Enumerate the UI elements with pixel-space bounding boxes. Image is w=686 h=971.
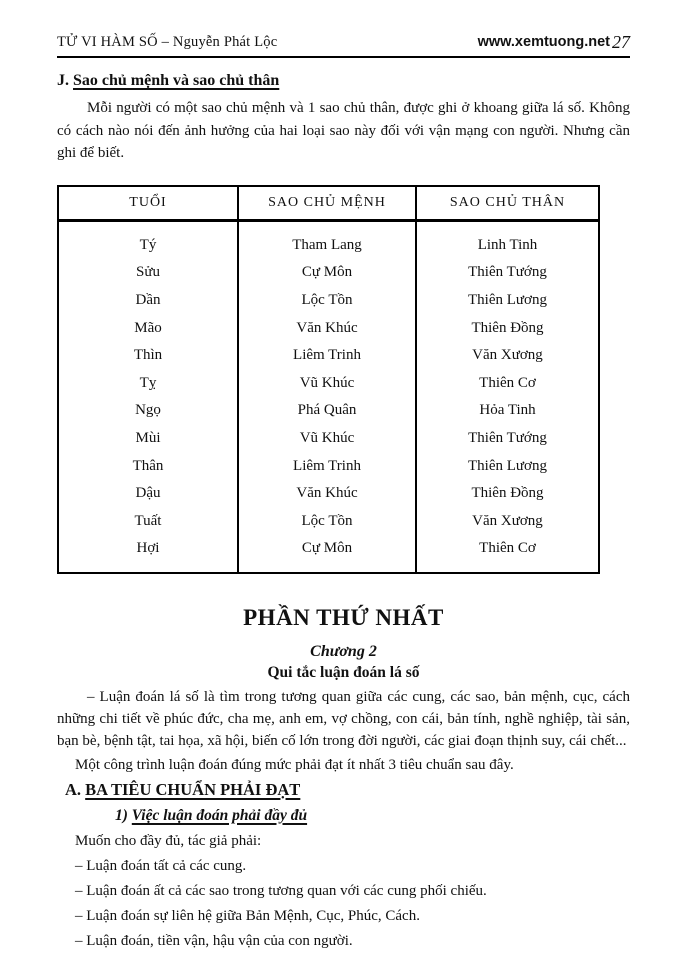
- table-row: [58, 535, 599, 573]
- table-header-cell: SAO CHỦ THÂN: [416, 186, 599, 221]
- table-cell: Thiên Tướng: [416, 259, 599, 287]
- section-a-title: BA TIÊU CHUẨN PHẢI ĐẠT: [85, 779, 301, 799]
- table-cell: Mão: [58, 314, 238, 342]
- section-a-heading: [65, 779, 630, 800]
- list-item: – Luận đoán sự liên hệ giữa Bản Mệnh, Cục, Phúc, Cách.: [75, 907, 420, 924]
- table-cell: Hợi: [58, 535, 238, 573]
- table-cell: Tỵ: [58, 369, 238, 397]
- section-a-label: A.: [65, 779, 86, 799]
- page-header: [57, 30, 630, 52]
- table-row: [58, 259, 599, 287]
- website-text: www.xemtuong.net: [477, 34, 610, 50]
- table-cell: Lộc Tồn: [238, 507, 416, 535]
- table-cell: Linh Tinh: [416, 220, 599, 259]
- table-cell: Thìn: [58, 342, 238, 370]
- table-cell: Thiên Cơ: [416, 369, 599, 397]
- table-cell: Tý: [58, 220, 238, 259]
- table-cell: Ngọ: [58, 397, 238, 425]
- section-j-title: Sao chủ mệnh và sao chủ thân: [73, 72, 280, 89]
- table-cell: Thiên Tướng: [416, 425, 599, 453]
- list-item: – Luận đoán tất cả các cung.: [75, 857, 247, 874]
- table-row: [58, 425, 599, 453]
- table-cell: Lộc Tồn: [238, 287, 416, 315]
- header-right: [478, 30, 630, 51]
- table-row: [58, 369, 599, 397]
- subsection-1-heading: [115, 806, 630, 826]
- table-header-row: [58, 186, 599, 221]
- table-cell: Hỏa Tinh: [416, 397, 599, 425]
- table-cell: Văn Xương: [416, 342, 599, 370]
- section-j-label: J.: [57, 72, 73, 89]
- table-cell: Cự Môn: [238, 535, 416, 573]
- section-j-paragraph: Mỗi người có một sao chủ mệnh và 1 sao chủ thân, được ghi ở khoang giữa lá số. Không có cách nào nói đến ảnh hưởng của hai loại sao này đối với vận mạng con người. Nhưng cần ghi để biết.: [57, 100, 630, 161]
- table-cell: Dậu: [58, 480, 238, 508]
- table-row: [58, 480, 599, 508]
- table-cell: Sửu: [58, 259, 238, 287]
- table-cell: Dần: [58, 287, 238, 315]
- chapter-subtitle: Qui tắc luận đoán lá số: [267, 663, 420, 681]
- page-number: 27: [612, 32, 630, 52]
- criteria-intro: Muốn cho đầy đủ, tác giả phải:: [75, 832, 262, 849]
- table-cell: Vũ Khúc: [238, 369, 416, 397]
- table-cell: Thân: [58, 452, 238, 480]
- table-row: [58, 287, 599, 315]
- table-header-cell: SAO CHỦ MỆNH: [238, 186, 416, 221]
- subsection-1-label: 1): [115, 806, 132, 824]
- table-cell: Cự Môn: [238, 259, 416, 287]
- table-cell: Thiên Lương: [416, 452, 599, 480]
- table-header-cell: TUỔI: [58, 186, 238, 221]
- table-cell: Phá Quân: [238, 397, 416, 425]
- table-row: [58, 220, 599, 259]
- table-cell: Thiên Đồng: [416, 314, 599, 342]
- table-cell: Thiên Lương: [416, 287, 599, 315]
- table-cell: Mùi: [58, 425, 238, 453]
- section-j-heading: [57, 71, 630, 91]
- header-divider: [57, 56, 630, 58]
- table-cell: Thiên Đồng: [416, 480, 599, 508]
- table-cell: Liêm Trinh: [238, 342, 416, 370]
- star-ruler-table: [57, 185, 600, 574]
- table-cell: Thiên Cơ: [416, 535, 599, 573]
- list-item: – Luận đoán ất cả các sao trong tương quan với các cung phối chiếu.: [75, 882, 487, 899]
- table-cell: Liêm Trinh: [238, 452, 416, 480]
- table-cell: Văn Khúc: [238, 480, 416, 508]
- book-title: TỬ VI HÀM SỐ – Nguyễn Phát Lộc: [57, 34, 278, 50]
- chapter-title: Chương 2: [310, 642, 377, 660]
- list-item: – Luận đoán, tiền vận, hậu vận của con người.: [75, 932, 353, 949]
- table-cell: Tuất: [58, 507, 238, 535]
- table-row: [58, 397, 599, 425]
- part-title: PHẦN THỨ NHẤT: [243, 604, 444, 630]
- star-table-body: [58, 220, 599, 573]
- chapter-paragraph-2: Một công trình luận đoán đúng mức phải đạt ít nhất 3 tiêu chuẩn sau đây.: [75, 756, 514, 773]
- chapter-paragraph-1: – Luận đoán lá số là tìm trong tương quan giữa các cung, các sao, bản mệnh, cục, cách những chi tiết về phúc đức, cha mẹ, anh em, vợ chồng, con cái, bản tính, nghề nghiệp, tài sản, bạn bè, bệnh tật, tai họa, xã hội, biến cố lớn trong đời người, các giai đoạn thịnh suy, cái chết...: [57, 688, 630, 749]
- table-cell: Vũ Khúc: [238, 425, 416, 453]
- table-row: [58, 314, 599, 342]
- subsection-1-title: Việc luận đoán phải đầy đủ: [131, 806, 308, 824]
- table-row: [58, 452, 599, 480]
- table-cell: Văn Xương: [416, 507, 599, 535]
- table-row: [58, 342, 599, 370]
- table-row: [58, 507, 599, 535]
- criteria-list: [57, 856, 630, 951]
- table-cell: Văn Khúc: [238, 314, 416, 342]
- table-cell: Tham Lang: [238, 220, 416, 259]
